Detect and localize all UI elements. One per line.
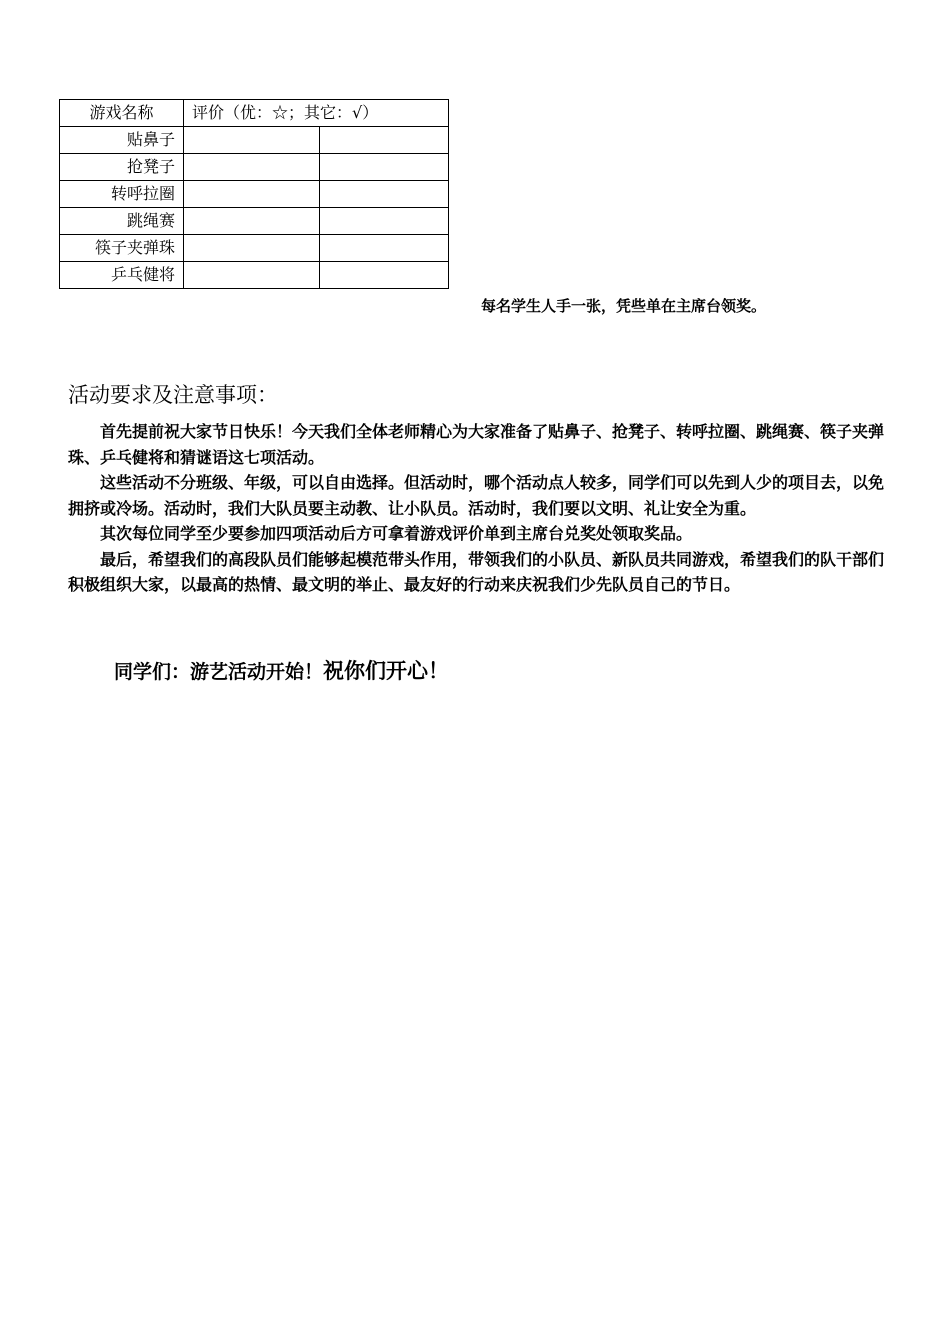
table-row: [60, 235, 449, 262]
paragraph: 这些活动不分班级、年级，可以自由选择。但活动时，哪个活动点人较多，同学们可以先到人少的项目去，以免拥挤或冷场。活动时，我们大队员要主动教、让小队员。活动时，我们要以文明、礼让安全为重。: [68, 473, 885, 518]
game-name-cell: 筷子夹弹珠: [60, 235, 184, 262]
game-name-cell: 乒乓健将: [60, 262, 184, 289]
eval-cell: [320, 127, 449, 154]
table-header-row: [60, 100, 449, 127]
eval-cell: [184, 235, 320, 262]
paragraph: 其次每位同学至少要参加四项活动后方可拿着游戏评价单到主席台兑奖处领取奖品。: [100, 524, 693, 543]
table-row: [60, 262, 449, 289]
closing-start: 同学们：游艺活动开始！: [114, 661, 324, 683]
eval-cell: [184, 154, 320, 181]
eval-cell: [184, 181, 320, 208]
game-name-cell: 抢凳子: [60, 154, 184, 181]
eval-cell: [184, 262, 320, 289]
table-row: [60, 154, 449, 181]
paragraph: 最后，希望我们的高段队员们能够起模范带头作用，带领我们的小队员、新队员共同游戏，希望我们的队干部们积极组织大家，以最高的热情、最文明的举止、最友好的行动来庆祝我们少先队员自己的节日。: [68, 549, 885, 594]
eval-cell: [320, 235, 449, 262]
requirements-body: [68, 419, 884, 598]
table-row: [60, 127, 449, 154]
header-evaluation: 评价（优：☆；其它：√）: [184, 100, 449, 127]
game-name-cell: 贴鼻子: [60, 127, 184, 154]
table-row: [60, 208, 449, 235]
game-evaluation-table: [59, 99, 449, 289]
eval-cell: [320, 208, 449, 235]
paragraph: 首先提前祝大家节日快乐！今天我们全体老师精心为大家准备了贴鼻子、抢凳子、转呼拉圈、跳绳赛、筷子夹弹珠、乒乓健将和猜谜语这七项活动。: [68, 422, 885, 467]
closing-line: [114, 655, 449, 685]
eval-cell: [184, 208, 320, 235]
eval-cell: [184, 127, 320, 154]
header-game-name: 游戏名称: [60, 100, 184, 127]
redeem-note: 每名学生人手一张，凭些单在主席台领奖。: [481, 297, 767, 315]
eval-cell: [320, 181, 449, 208]
game-name-cell: 跳绳赛: [60, 208, 184, 235]
table-row: [60, 181, 449, 208]
closing-wish: 祝你们开心！: [323, 659, 450, 683]
section-title: 活动要求及注意事项：: [68, 383, 278, 407]
eval-cell: [320, 262, 449, 289]
eval-cell: [320, 154, 449, 181]
game-name-cell: 转呼拉圈: [60, 181, 184, 208]
